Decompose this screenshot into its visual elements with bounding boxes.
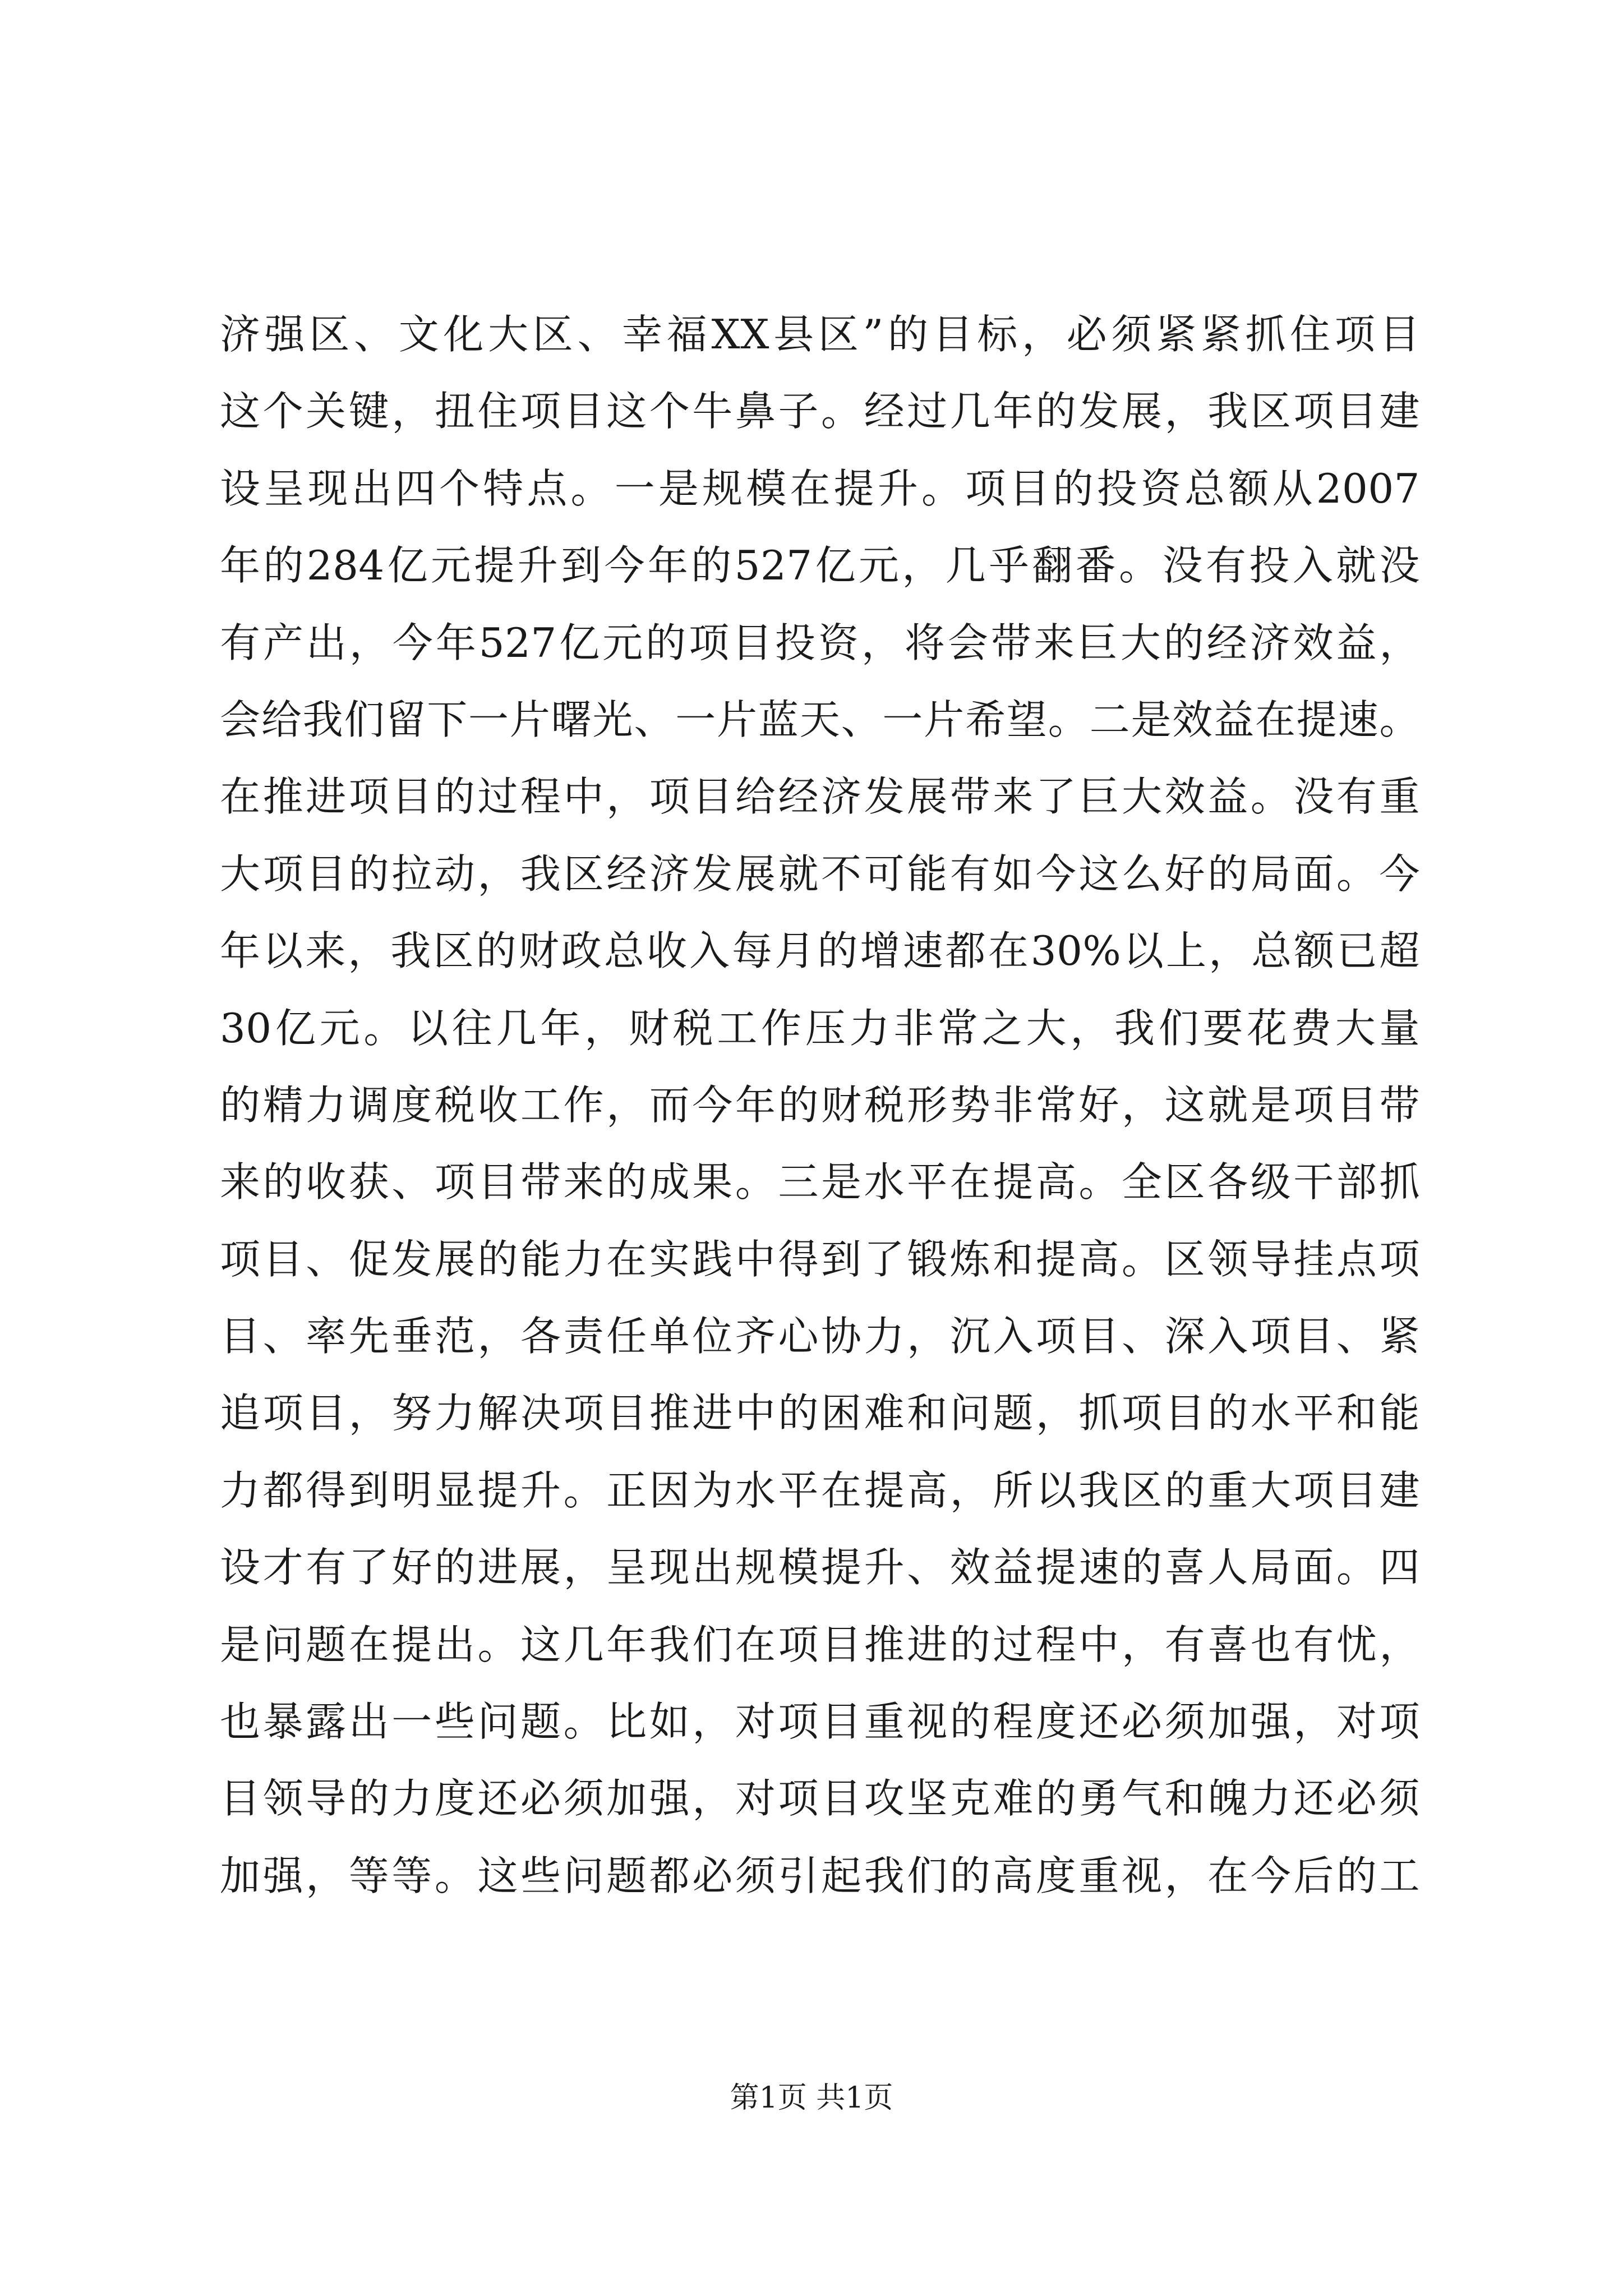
text-line: 设才有了好的进展，呈现出规模提升、效益提速的喜人局面。四 bbox=[220, 1544, 1420, 1591]
text-line: 大项目的拉动，我区经济发展就不可能有如今这么好的局面。今 bbox=[220, 850, 1420, 898]
text-line: 会给我们留下一片曙光、一片蓝天、一片希望。二是效益在提速。 bbox=[220, 696, 1420, 743]
text-line: 年的284亿元提升到今年的527亿元，几乎翻番。没有投入就没 bbox=[220, 542, 1420, 590]
text-line: 年以来，我区的财政总收入每月的增速都在30%以上，总额已超 bbox=[220, 927, 1420, 975]
text-line: 在推进项目的过程中，项目给经济发展带来了巨大效益。没有重 bbox=[220, 773, 1420, 821]
text-line: 有产出，今年527亿元的项目投资，将会带来巨大的经济效益， bbox=[220, 619, 1420, 666]
text-line: 设呈现出四个特点。一是规模在提升。项目的投资总额从2007 bbox=[220, 464, 1420, 512]
text-line: 力都得到明显提升。正因为水平在提高，所以我区的重大项目建 bbox=[220, 1466, 1420, 1514]
text-line: 目领导的力度还必须加强，对项目攻坚克难的勇气和魄力还必须 bbox=[220, 1775, 1420, 1823]
text-line: 追项目，努力解决项目推进中的困难和问题，抓项目的水平和能 bbox=[220, 1389, 1420, 1437]
text-line: 来的收获、项目带来的成果。三是水平在提高。全区各级干部抓 bbox=[220, 1158, 1420, 1206]
text-line: 是问题在提出。这几年我们在项目推进的过程中，有喜也有忧， bbox=[220, 1621, 1420, 1668]
text-line: 加强，等等。这些问题都必须引起我们的高度重视，在今后的工 bbox=[220, 1852, 1420, 1899]
body-paragraph bbox=[220, 296, 1420, 1915]
text-line: 的精力调度税收工作，而今年的财税形势非常好，这就是项目带 bbox=[220, 1081, 1420, 1129]
text-line: 30亿元。以往几年，财税工作压力非常之大，我们要花费大量 bbox=[220, 1004, 1420, 1052]
page-footer bbox=[0, 2078, 1623, 2118]
text-line: 项目、促发展的能力在实践中得到了锻炼和提高。区领导挂点项 bbox=[220, 1235, 1420, 1283]
text-line: 也暴露出一些问题。比如，对项目重视的程度还必须加强，对项 bbox=[220, 1698, 1420, 1746]
text-line: 济强区、文化大区、幸福XX县区”的目标，必须紧紧抓住项目 bbox=[220, 311, 1420, 358]
page-number: 第1页 共1页 bbox=[730, 2081, 893, 2115]
text-line: 这个关键，扭住项目这个牛鼻子。经过几年的发展，我区项目建 bbox=[220, 388, 1420, 435]
text-line: 目、率先垂范，各责任单位齐心协力，沉入项目、深入项目、紧 bbox=[220, 1313, 1420, 1360]
